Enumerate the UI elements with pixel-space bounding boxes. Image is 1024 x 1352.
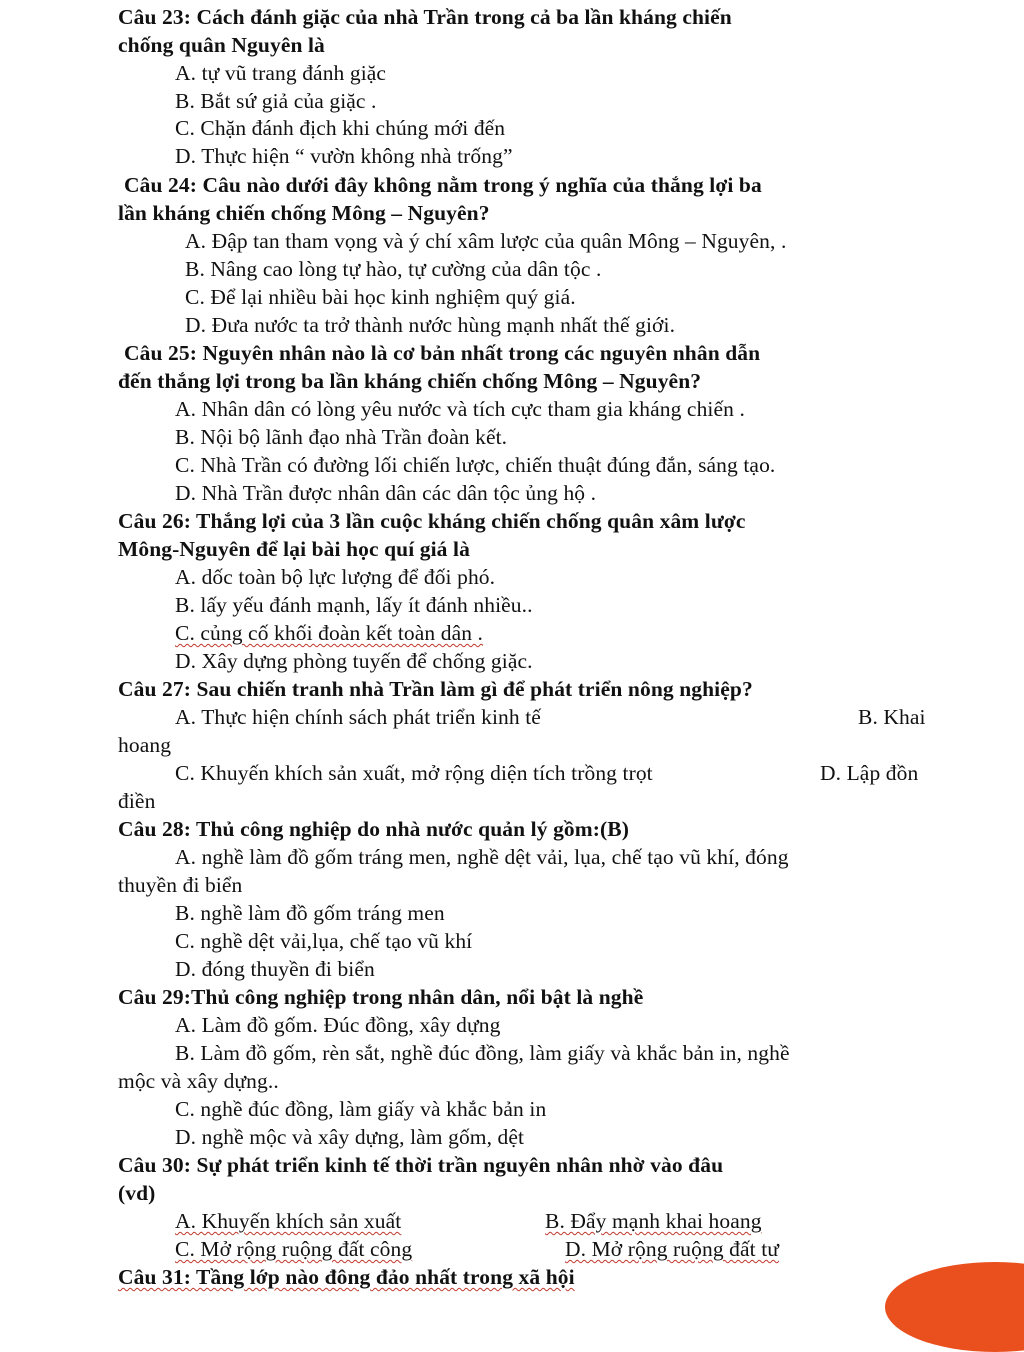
q28-option-a-cont: thuyền đi biển [118, 873, 243, 897]
q25-option-c: C. Nhà Trần có đường lối chiến lược, chiến thuật đúng đắn, sáng tạo. [175, 453, 776, 477]
q24-option-c: C. Để lại nhiều bài học kinh nghiệm quý giá. [185, 285, 576, 309]
q26-option-d: D. Xây dựng phòng tuyến để chống giặc. [175, 649, 533, 673]
question-25-title: Câu 25: Nguyên nhân nào là cơ bản nhất trong các nguyên nhân dẫn [124, 341, 761, 365]
q29-option-c: C. nghề đúc đồng, làm giấy và khắc bản in [175, 1097, 547, 1121]
q25-option-d: D. Nhà Trần được nhân dân các dân tộc ủng hộ . [175, 481, 597, 505]
question-26-title: Câu 26: Thắng lợi của 3 lần cuộc kháng chiến chống quân xâm lược [118, 509, 746, 533]
question-30-title: Câu 30: Sự phát triển kinh tế thời trần nguyên nhân nhờ vào đâu [118, 1153, 724, 1177]
q25-option-b: B. Nội bộ lãnh đạo nhà Trần đoàn kết. [175, 425, 508, 449]
q28-option-b: B. nghề làm đồ gốm tráng men [175, 901, 445, 925]
q27-option-d-cont: điền [118, 789, 156, 813]
q24-option-b: B. Nâng cao lòng tự hào, tự cường của dân tộc . [185, 257, 602, 281]
question-24-title-cont: lần kháng chiến chống Mông – Nguyên? [118, 201, 490, 225]
q23-option-c: C. Chặn đánh địch khi chúng mới đến [175, 116, 506, 140]
q30-option-b: B. Đẩy mạnh khai hoang [545, 1209, 762, 1233]
q26-option-c: C. củng cố khối đoàn kết toàn dân . [175, 621, 484, 645]
q27-option-b-cont: hoang [118, 733, 172, 757]
question-23-title: Câu 23: Cách đánh giặc của nhà Trần trong cả ba lần kháng chiến [118, 5, 732, 29]
question-24-title: Câu 24: Câu nào dưới đây không nằm trong ý nghĩa của thắng lợi ba [124, 173, 762, 197]
q23-option-b: B. Bắt sứ giả của giặc . [175, 89, 377, 113]
q24-option-d: D. Đưa nước ta trở thành nước hùng mạnh nhất thế giới. [185, 313, 676, 337]
q27-option-c: C. Khuyến khích sản xuất, mở rộng diện tích trồng trọt [175, 761, 653, 785]
q28-option-d: D. đóng thuyền đi biển [175, 957, 375, 981]
q26-option-b: B. lấy yếu đánh mạnh, lấy ít đánh nhiều.. [175, 593, 533, 617]
q24-option-a: A. Đập tan tham vọng và ý chí xâm lược của quân Mông – Nguyên, . [185, 229, 787, 253]
q25-option-a: A. Nhân dân có lòng yêu nước và tích cực tham gia kháng chiến . [175, 397, 745, 421]
q29-option-a: A. Làm đồ gốm. Đúc đồng, xây dựng [175, 1013, 501, 1037]
q23-option-a: A. tự vũ trang đánh giặc [175, 61, 387, 85]
q30-option-c: C. Mở rộng ruộng đất công [175, 1237, 413, 1261]
q27-option-b: B. Khai [858, 705, 926, 729]
q28-option-c: C. nghề dệt vải,lụa, chế tạo vũ khí [175, 929, 473, 953]
question-29-title: Câu 29:Thủ công nghiệp trong nhân dân, nổi bật là nghề [118, 985, 644, 1009]
q29-option-b: B. Làm đồ gốm, rèn sắt, nghề đúc đồng, làm giấy và khắc bản in, nghề [175, 1041, 790, 1065]
q29-option-d: D. nghề mộc và xây dựng, làm gốm, dệt [175, 1125, 525, 1149]
question-27-title: Câu 27: Sau chiến tranh nhà Trần làm gì để phát triển nông nghiệp? [118, 677, 753, 701]
question-28-title: Câu 28: Thủ công nghiệp do nhà nước quản lý gồm:(B) [118, 817, 630, 841]
q27-option-d: D. Lập đồn [820, 761, 919, 785]
orange-shape [885, 1262, 1024, 1352]
q26-option-a: A. dốc toàn bộ lực lượng để đối phó. [175, 565, 496, 589]
question-26-title-cont: Mông-Nguyên để lại bài học quí giá là [118, 537, 470, 561]
question-23-title-cont: chống quân Nguyên là [118, 33, 325, 57]
question-25-title-cont: đến thắng lợi trong ba lần kháng chiến chống Mông – Nguyên? [118, 369, 702, 393]
q29-option-b-cont: mộc và xây dựng.. [118, 1069, 279, 1093]
q23-option-d: D. Thực hiện “ vườn không nhà trống” [175, 144, 513, 168]
q27-option-a: A. Thực hiện chính sách phát triển kinh tế [175, 705, 541, 729]
question-31-title: Câu 31: Tầng lớp nào đông đảo nhất trong xã hội [118, 1265, 575, 1289]
q28-option-a: A. nghề làm đồ gốm tráng men, nghề dệt vải, lụa, chế tạo vũ khí, đóng [175, 845, 789, 869]
q30-option-a: A. Khuyến khích sản xuất [175, 1209, 402, 1233]
q30-option-d: D. Mở rộng ruộng đất tư [565, 1237, 780, 1261]
question-30-title-cont: (vd) [118, 1181, 156, 1205]
